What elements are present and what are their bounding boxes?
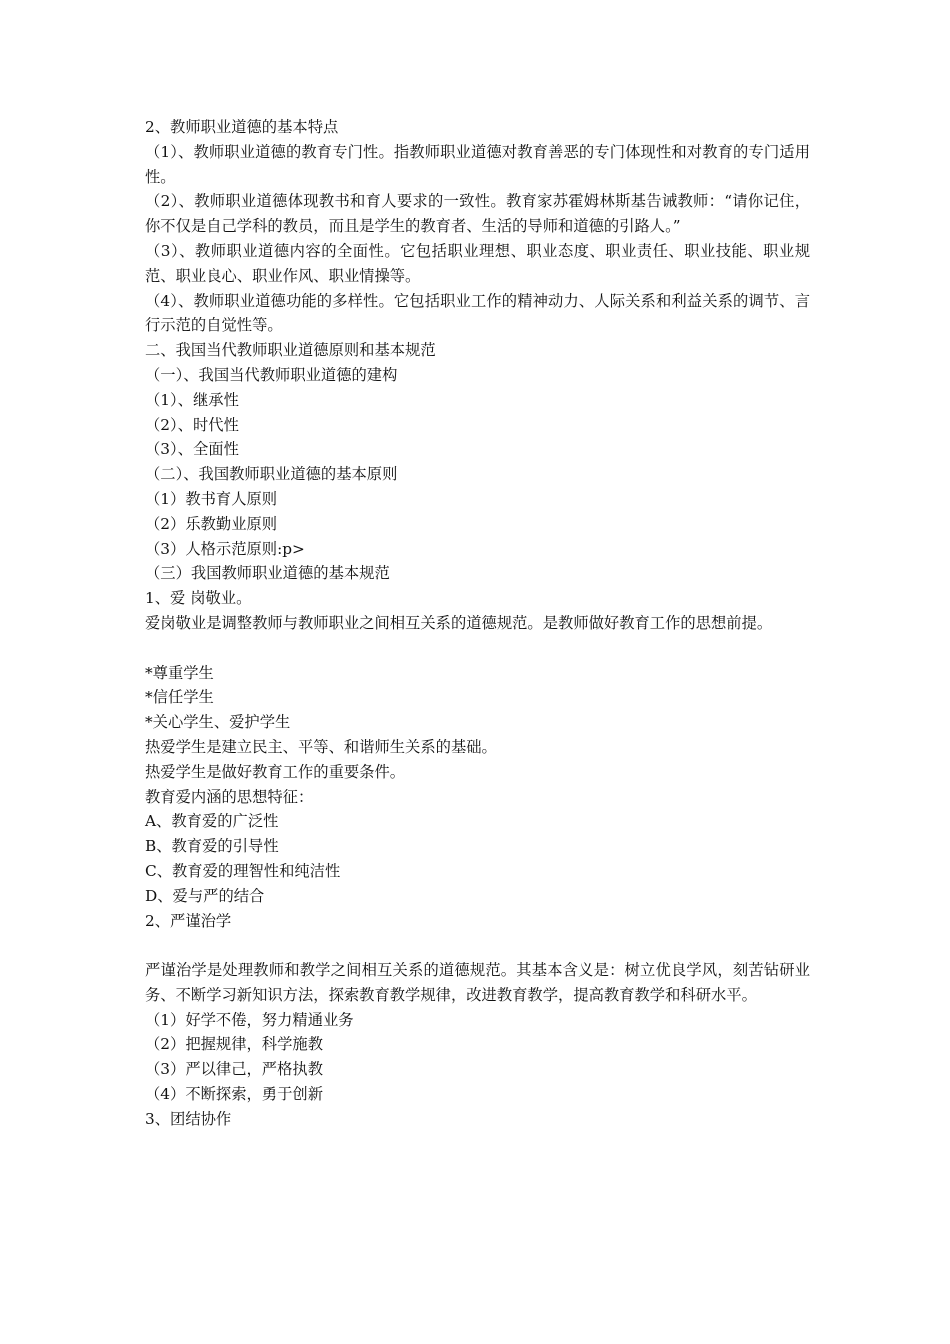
text-line: 热爱学生是建立民主、平等、和谐师生关系的基础。 — [145, 737, 497, 756]
text-line: （2）乐教勤业原则 — [145, 514, 278, 533]
text-line: 2、教师职业道德的基本特点 — [145, 118, 339, 136]
text-line: 二、我国当代教师职业道德原则和基本规范 — [145, 341, 436, 360]
text-line: *信任学生 — [145, 688, 214, 707]
text-line: *关心学生、爱护学生 — [145, 713, 291, 732]
text-line: （3）人格示范原则:p> — [145, 539, 305, 558]
blank-line — [145, 933, 810, 958]
text-line: D、爱与严的结合 — [145, 886, 265, 905]
text-line: （一）、我国当代教师职业道德的建构 — [145, 365, 398, 384]
text-line: （4）、教师职业道德功能的多样性。它包括职业工作的精神动力、人际关系和利益关系的调节、言行示范的自觉性等。 — [145, 291, 810, 335]
text-line: （1）教书育人原则 — [145, 489, 278, 508]
text-line: *尊重学生 — [145, 663, 214, 682]
document-body — [145, 115, 810, 1132]
text-line: A、教育爱的广泛性 — [145, 812, 279, 831]
text-line: （三）我国教师职业道德的基本规范 — [145, 564, 390, 583]
text-line: （3）严以律己，严格执教 — [145, 1060, 323, 1079]
text-line: 2、严谨治学 — [145, 911, 232, 930]
text-line: （1）、教师职业道德的教育专门性。指教师职业道德对教育善恶的专门体现性和对教育的专门适用性。 — [145, 142, 810, 186]
text-line: 严谨治学是处理教师和教学之间相互关系的道德规范。其基本含义是：树立优良学风，刻苦钻研业务、不断学习新知识方法，探索教育教学规律，改进教育教学，提高教育教学和科研水平。 — [145, 961, 810, 1004]
text-line: （3）、全面性 — [145, 440, 239, 459]
text-line: 爱岗敬业是调整教师与教师职业之间相互关系的道德规范。是教师做好教育工作的思想前提。 — [145, 613, 773, 632]
text-line: 1、爱 岗敬业。 — [145, 589, 252, 608]
text-line: （3）、教师职业道德内容的全面性。它包括职业理想、职业态度、职业责任、职业技能、职业规范、职业良心、职业作风、职业情操等。 — [145, 241, 810, 285]
text-line: B、教育爱的引导性 — [145, 837, 279, 856]
text-line: （二）、我国教师职业道德的基本原则 — [145, 465, 398, 484]
text-line: 教育爱内涵的思想特征： — [145, 787, 314, 806]
blank-line — [145, 636, 810, 661]
text-line: （2）、时代性 — [145, 415, 239, 434]
text-line: （2）、教师职业道德体现教书和育人要求的一致性。教育家苏霍姆林斯基告诫教师：“请你记住，你不仅是自己学科的教员，而且是学生的教育者、生活的导师和道德的引路人。” — [145, 192, 810, 236]
text-line: （1）好学不倦，努力精通业务 — [145, 1010, 354, 1029]
text-line: （1）、继承性 — [145, 390, 239, 409]
text-line: C、教育爱的理智性和纯洁性 — [145, 861, 341, 880]
text-line: 热爱学生是做好教育工作的重要条件。 — [145, 762, 406, 781]
text-line: （2）把握规律，科学施教 — [145, 1035, 323, 1054]
text-line: 3、团结协作 — [145, 1109, 232, 1128]
text-line: （4）不断探索，勇于创新 — [145, 1085, 323, 1104]
